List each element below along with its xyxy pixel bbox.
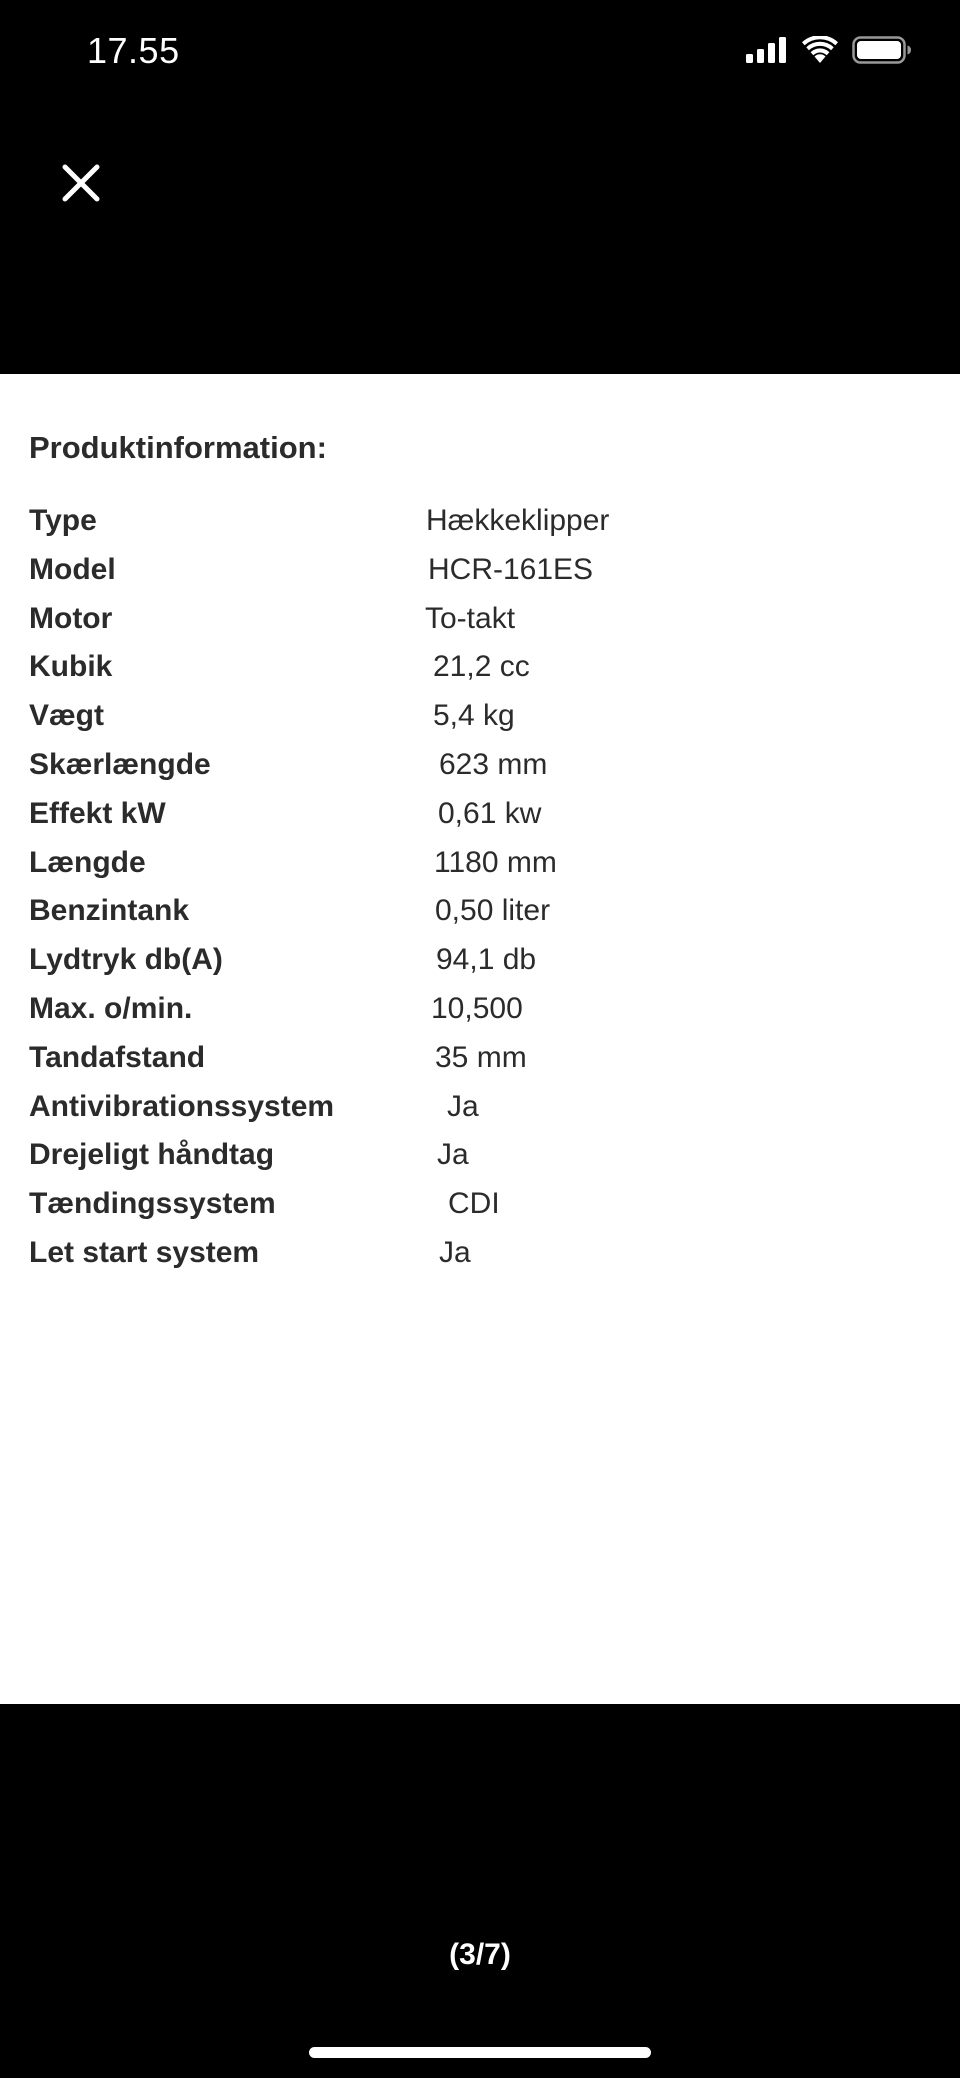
wifi-icon: [802, 36, 838, 69]
spec-row: [29, 846, 929, 895]
spec-row: [29, 943, 929, 992]
status-time: 17.55: [87, 30, 180, 71]
spec-row: [29, 553, 929, 602]
spec-row: [29, 1187, 929, 1236]
spec-value: Ja: [437, 1138, 469, 1172]
spec-row: [29, 748, 929, 797]
close-icon: [56, 158, 106, 208]
spec-value: Ja: [447, 1089, 479, 1123]
spec-value: CDI: [448, 1187, 500, 1221]
spec-label: Tændingssystem: [29, 1187, 276, 1221]
spec-label: Antivibrationssystem: [29, 1089, 335, 1123]
spec-label: Motor: [29, 601, 113, 635]
signal-icon: [746, 37, 788, 68]
spec-label: Skærlængde: [29, 747, 211, 781]
home-indicator[interactable]: [309, 2047, 651, 2058]
spec-row: [29, 504, 929, 553]
product-info-image[interactable]: [0, 374, 960, 1704]
page-counter: (3/7): [449, 1938, 511, 1971]
close-button[interactable]: [56, 158, 106, 208]
status-icons: [746, 36, 912, 69]
spec-value: 0,61 kw: [438, 796, 542, 830]
spec-value: 94,1 db: [436, 943, 537, 977]
spec-value: 35 mm: [435, 1040, 527, 1074]
spec-label: Vægt: [29, 699, 104, 733]
spec-value: 1180 mm: [434, 845, 557, 879]
spec-row: [29, 992, 929, 1041]
spec-value: 0,50 liter: [435, 894, 551, 928]
spec-row: [29, 797, 929, 846]
spec-label: Benzintank: [29, 894, 190, 928]
spec-label: Let start system: [29, 1235, 260, 1269]
product-info-heading: Produktinformation:: [29, 430, 327, 465]
spec-value: 623 mm: [439, 747, 548, 781]
spec-row: [29, 1090, 929, 1139]
spec-label: Drejeligt håndtag: [29, 1138, 275, 1172]
spec-row: [29, 1236, 929, 1285]
status-bar: [0, 0, 960, 110]
spec-label: Max. o/min.: [29, 991, 193, 1025]
spec-label: Type: [29, 504, 97, 537]
spec-row: [29, 1138, 929, 1187]
spec-label: Effekt kW: [29, 796, 166, 830]
spec-value: Hækkeklipper: [426, 504, 610, 537]
battery-icon: [852, 36, 912, 69]
spec-label: Model: [29, 552, 116, 586]
spec-table: [29, 504, 929, 1285]
spec-row: [29, 894, 929, 943]
spec-row: [29, 602, 929, 651]
spec-value: 21,2 cc: [433, 650, 530, 684]
spec-row: [29, 650, 929, 699]
spec-label: Lydtryk db(A): [29, 943, 223, 977]
spec-value: HCR-161ES: [428, 552, 594, 586]
spec-value: To-takt: [425, 601, 516, 635]
spec-label: Kubik: [29, 650, 113, 684]
spec-label: Tandafstand: [29, 1040, 206, 1074]
spec-row: [29, 699, 929, 748]
spec-value: Ja: [439, 1235, 471, 1269]
spec-value: 5,4 kg: [433, 699, 515, 733]
spec-label: Længde: [29, 845, 146, 879]
spec-row: [29, 1041, 929, 1090]
spec-value: 10,500: [431, 991, 523, 1025]
